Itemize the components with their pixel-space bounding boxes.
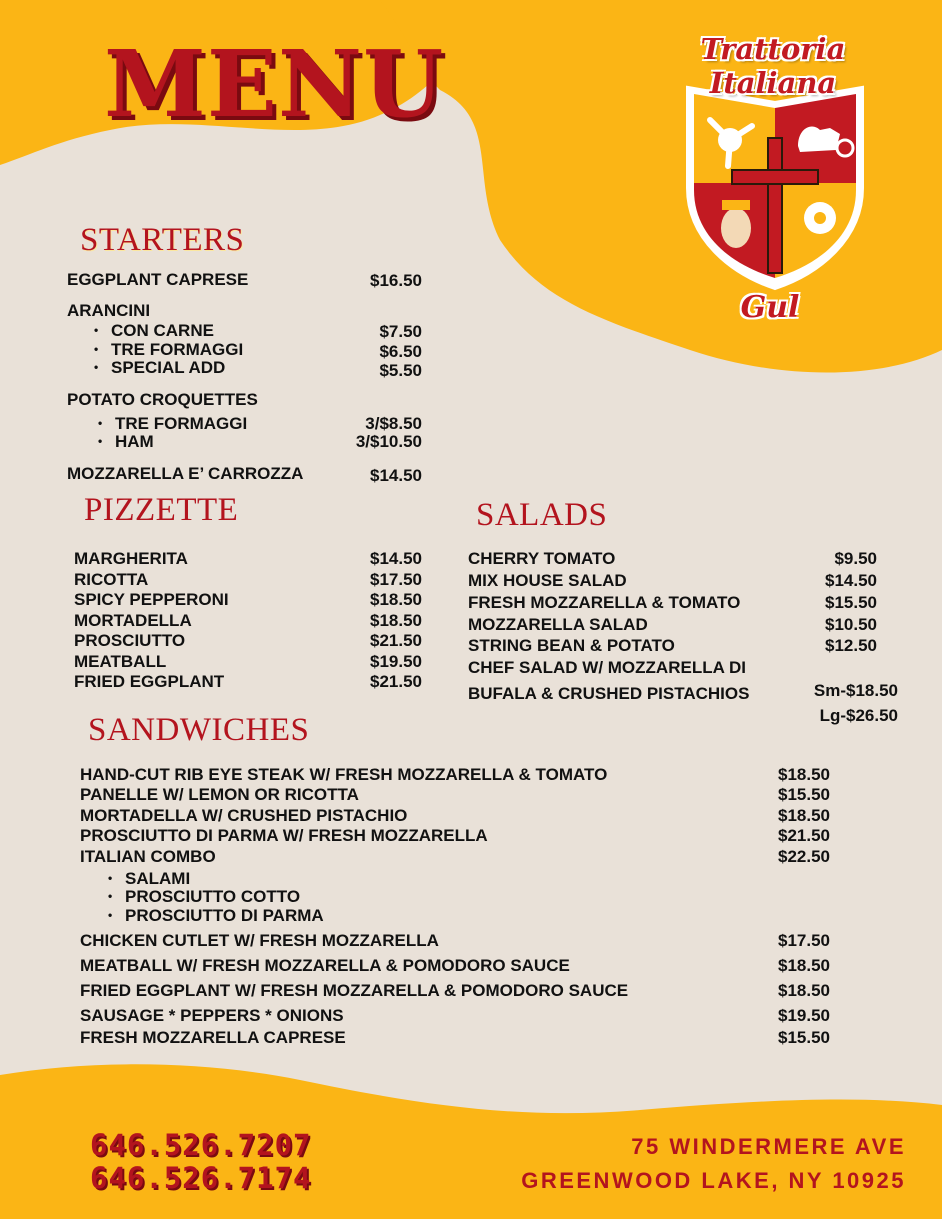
salad-chef-price-sm: Sm-$18.50 [813,681,898,700]
pizzette-item-price: $18.50 [370,590,422,609]
sandwich-item-name: MORTADELLA W/ CRUSHED PISTACHIO [80,806,408,825]
salad-chef-line1: CHEF SALAD W/ MOZZARELLA DI [468,658,746,677]
salad-chef-price-lg: Lg-$26.50 [819,706,898,725]
sandwich-item-name: SAUSAGE * PEPPERS * ONIONS [80,1006,344,1025]
pizzette-item-name: SPICY PEPPERONI [74,590,229,609]
pizzette-heading: PIZZETTE [84,492,239,528]
sandwich-item-name: CHICKEN CUTLET W/ FRESH MOZZARELLA [80,931,439,950]
combo-item-name: • PROSCIUTTO DI PARMA [125,906,324,925]
pizzette-item-price: $21.50 [370,672,422,691]
salad-chef-line2: BUFALA & CRUSHED PISTACHIOS [468,684,750,703]
pizzette-item-name: MEATBALL [74,652,167,671]
combo-item-name: • PROSCIUTTO COTTO [125,887,300,906]
starters-heading: STARTERS [80,222,245,258]
croquettes-item: • HAM [115,432,154,451]
pizzette-item-name: MARGHERITA [74,549,188,568]
sandwich-item-price: $18.50 [778,765,830,784]
salad-item-price: $12.50 [825,636,877,655]
salad-item-price: $9.50 [834,549,877,568]
starter-carrozza-name: MOZZARELLA E’ CARROZZA [67,464,304,483]
salad-item-price: $10.50 [825,615,877,634]
salads-heading: SALADS [476,497,608,533]
sandwich-item-name: PROSCIUTTO DI PARMA W/ FRESH MOZZARELLA [80,826,488,845]
sandwich-item-name: MEATBALL W/ FRESH MOZZARELLA & POMODORO SAUCE [80,956,570,975]
pizzette-item-name: PROSCIUTTO [74,631,186,650]
croquettes-item: • TRE FORMAGGI [115,414,247,433]
pizzette-item-name: FRIED EGGPLANT [74,672,225,691]
salad-item-price: $14.50 [825,571,877,590]
pizzette-item-price: $19.50 [370,652,422,671]
croquettes-price: 3/$8.50 [365,414,422,433]
address-line-1: 75 WINDERMERE AVE [631,1134,906,1159]
arancini-price: $5.50 [379,361,422,380]
croquettes-price: 3/$10.50 [355,432,422,451]
logo-name: Trattoria Italiana [700,32,846,100]
logo-tag: Gul [740,290,800,325]
arancini-item: • SPECIAL ADD [111,358,225,377]
pizzette-item-price: $18.50 [370,611,422,630]
sandwich-item-price: $18.50 [778,981,830,1000]
crest-logo [680,78,870,293]
sandwich-item-name: HAND-CUT RIB EYE STEAK W/ FRESH MOZZARELLA & TOMATO [80,765,608,784]
sandwich-item-price: $15.50 [778,785,830,804]
sandwich-item-price: $18.50 [778,956,830,975]
salad-item-name: MOZZARELLA SALAD [468,615,648,634]
sandwich-item-price: $15.50 [778,1028,830,1047]
pizzette-item-price: $17.50 [370,570,422,589]
salad-item-name: MIX HOUSE SALAD [468,571,627,590]
pizzette-item-name: RICOTTA [74,570,149,589]
sandwich-item-price: $22.50 [778,847,830,866]
starter-eggplant-name: EGGPLANT CAPRESE [67,270,249,289]
menu-title: MENU [104,30,445,138]
salad-item-price: $15.50 [825,593,877,612]
starter-carrozza-price: $14.50 [370,466,422,485]
sandwich-item-name: ITALIAN COMBO [80,847,216,866]
sandwich-item-price: $21.50 [778,826,830,845]
sandwich-item-name: FRESH MOZZARELLA CAPRESE [80,1028,346,1047]
salad-item-name: FRESH MOZZARELLA & TOMATO [468,593,741,612]
sandwiches-heading: SANDWICHES [88,712,310,748]
starter-arancini-name: ARANCINI [67,301,151,320]
phone-number-2[interactable]: 646.526.7174 [90,1161,312,1195]
sandwich-item-name: PANELLE W/ LEMON OR RICOTTA [80,785,359,804]
address-line-2: GREENWOOD LAKE, NY 10925 [521,1168,906,1193]
sandwich-item-price: $17.50 [778,931,830,950]
arancini-item: • TRE FORMAGGI [111,340,243,359]
salad-item-name: CHERRY TOMATO [468,549,616,568]
pizzette-item-name: MORTADELLA [74,611,192,630]
arancini-price: $7.50 [379,322,422,341]
sandwich-item-price: $18.50 [778,806,830,825]
combo-item-name: • SALAMI [125,869,190,888]
starter-croquettes-name: POTATO CROQUETTES [67,390,258,409]
sandwich-item-name: FRIED EGGPLANT W/ FRESH MOZZARELLA & POMODORO SAUCE [80,981,629,1000]
phone-number-1[interactable]: 646.526.7207 [90,1128,312,1162]
pizzette-item-price: $21.50 [370,631,422,650]
salad-item-name: STRING BEAN & POTATO [468,636,675,655]
arancini-price: $6.50 [379,342,422,361]
sandwich-item-price: $19.50 [778,1006,830,1025]
arancini-item: • CON CARNE [111,321,214,340]
pizzette-item-price: $14.50 [370,549,422,568]
starter-eggplant-price: $16.50 [370,271,422,290]
